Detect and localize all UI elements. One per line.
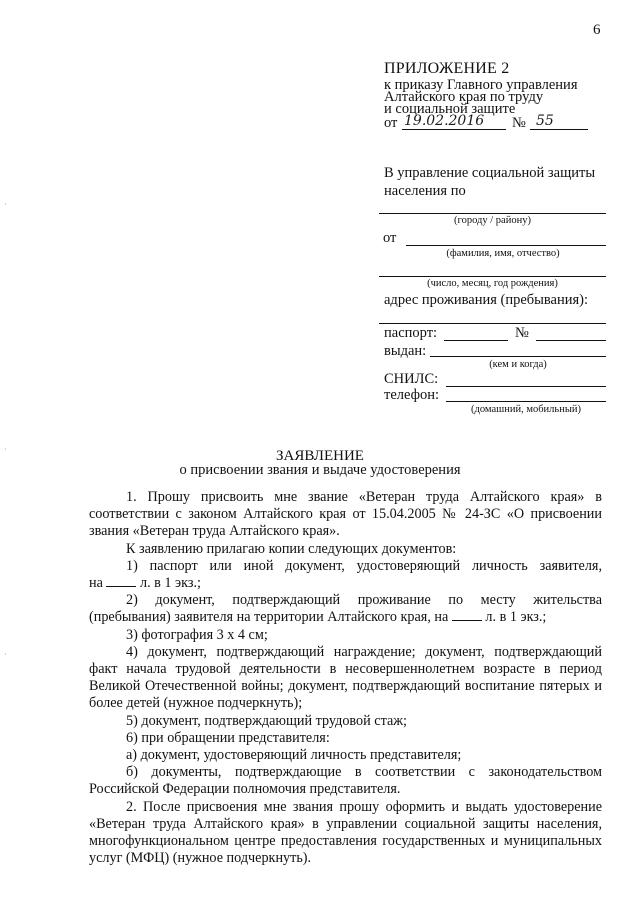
passport-number-underline	[536, 340, 606, 341]
passport-label: паспорт:	[384, 325, 438, 341]
passport-number-sign: №	[515, 325, 529, 341]
scan-mark: ·	[4, 200, 7, 209]
date-prefix: от	[384, 115, 398, 131]
city-hint: (городу / району)	[454, 215, 531, 226]
city-underline	[379, 213, 606, 214]
recipient-line-1: В управление социальной защиты	[384, 165, 596, 181]
item-2-text: 2) документ, подтверждающий проживание по месту жительства (пребывания) заявителя на территории Алтайского края, на	[89, 592, 602, 626]
date-underline	[402, 129, 506, 130]
item-2-post: л. в 1 экз.;	[485, 609, 547, 626]
item-1-line-1: 1) паспорт или иной документ, удостоверяющий личность заявителя,	[126, 557, 602, 574]
birth-hint: (число, месяц, год рождения)	[427, 278, 558, 289]
item-1-pages-blank	[106, 586, 136, 587]
item-1-pre: на	[89, 575, 103, 592]
snils-label: СНИЛС:	[384, 371, 439, 387]
item-2	[89, 592, 602, 626]
number-prefix: №	[512, 115, 526, 131]
page-number: 6	[593, 22, 601, 38]
item-5: 5) документ, подтверждающий трудовой стаж;	[126, 712, 407, 729]
statement-subtitle: о присвоении звания и выдаче удостоверения	[179, 462, 461, 478]
statement-title: ЗАЯВЛЕНИЕ	[276, 448, 364, 464]
paragraph-2: 2. После присвоения мне звания прошу оформить и выдать удостоверение «Ветеран труда Алтайского края» в управлении социальной защиты населения, многофункциональном центре предоставления государственных и муниципальных услуг (МФЦ) (нужное подчеркнуть).	[89, 798, 602, 867]
scan-mark: ·	[4, 445, 7, 454]
appendix-line-1: к приказу Главного управления	[384, 77, 578, 93]
from-label: от	[383, 230, 397, 246]
number-underline	[530, 129, 588, 130]
appendix-title: ПРИЛОЖЕНИЕ 2	[384, 60, 510, 77]
appendix-line-3: и социальной защите	[384, 101, 516, 117]
issued-underline	[430, 356, 606, 357]
item-6b: б) документы, подтверждающие в соответствии с законодательством Российской Федерации полномочия представителя.	[89, 764, 602, 798]
scan-mark: ·	[4, 650, 7, 659]
passport-series-underline	[444, 340, 508, 341]
item-3: 3) фотография 3 х 4 см;	[126, 626, 268, 643]
address-label: адрес проживания (пребывания):	[384, 292, 589, 308]
item-4: 4) документ, подтверждающий награждение; документ, подтверждающий факт начала трудовой деятельности в несовершеннолетнем возрасте в период Великой Отечественной войны; документ, подтверждающий воспитание пятерых и более детей (нужное подчеркнуть);	[89, 643, 602, 712]
birth-underline	[379, 276, 606, 277]
address-underline	[379, 323, 606, 324]
phone-hint: (домашний, мобильный)	[471, 404, 581, 415]
name-underline	[406, 245, 606, 246]
snils-underline	[446, 386, 606, 387]
attachments-intro: К заявлению прилагаю копии следующих документов:	[126, 540, 457, 557]
appendix-line-2: Алтайского края по труду	[384, 89, 544, 105]
item-1-post: л. в 1 экз.;	[139, 575, 201, 592]
statement-body	[89, 489, 602, 867]
appendix-date-row	[384, 113, 614, 131]
item-2-pages-blank	[452, 620, 482, 621]
issued-hint: (кем и когда)	[489, 359, 547, 370]
recipient-line-2: населения по	[384, 183, 466, 199]
item-6a: а) документ, удостоверяющий личность представителя;	[126, 747, 462, 764]
name-hint: (фамилия, имя, отчество)	[446, 248, 560, 259]
phone-label: телефон:	[384, 387, 440, 403]
number-handwritten: 55	[536, 113, 554, 129]
phone-underline	[446, 401, 606, 402]
item-1-line-2	[89, 575, 602, 592]
paragraph-1: 1. Прошу присвоить мне звание «Ветеран труда Алтайского края» в соответствии с законом Алтайского края от 15.04.2005 № 24-ЗС «О присвоении звания «Ветеран труда Алтайского края».	[89, 489, 602, 540]
issued-label: выдан:	[384, 343, 427, 359]
item-6: 6) при обращении представителя:	[126, 729, 330, 746]
date-handwritten: 19.02.2016	[404, 113, 485, 129]
